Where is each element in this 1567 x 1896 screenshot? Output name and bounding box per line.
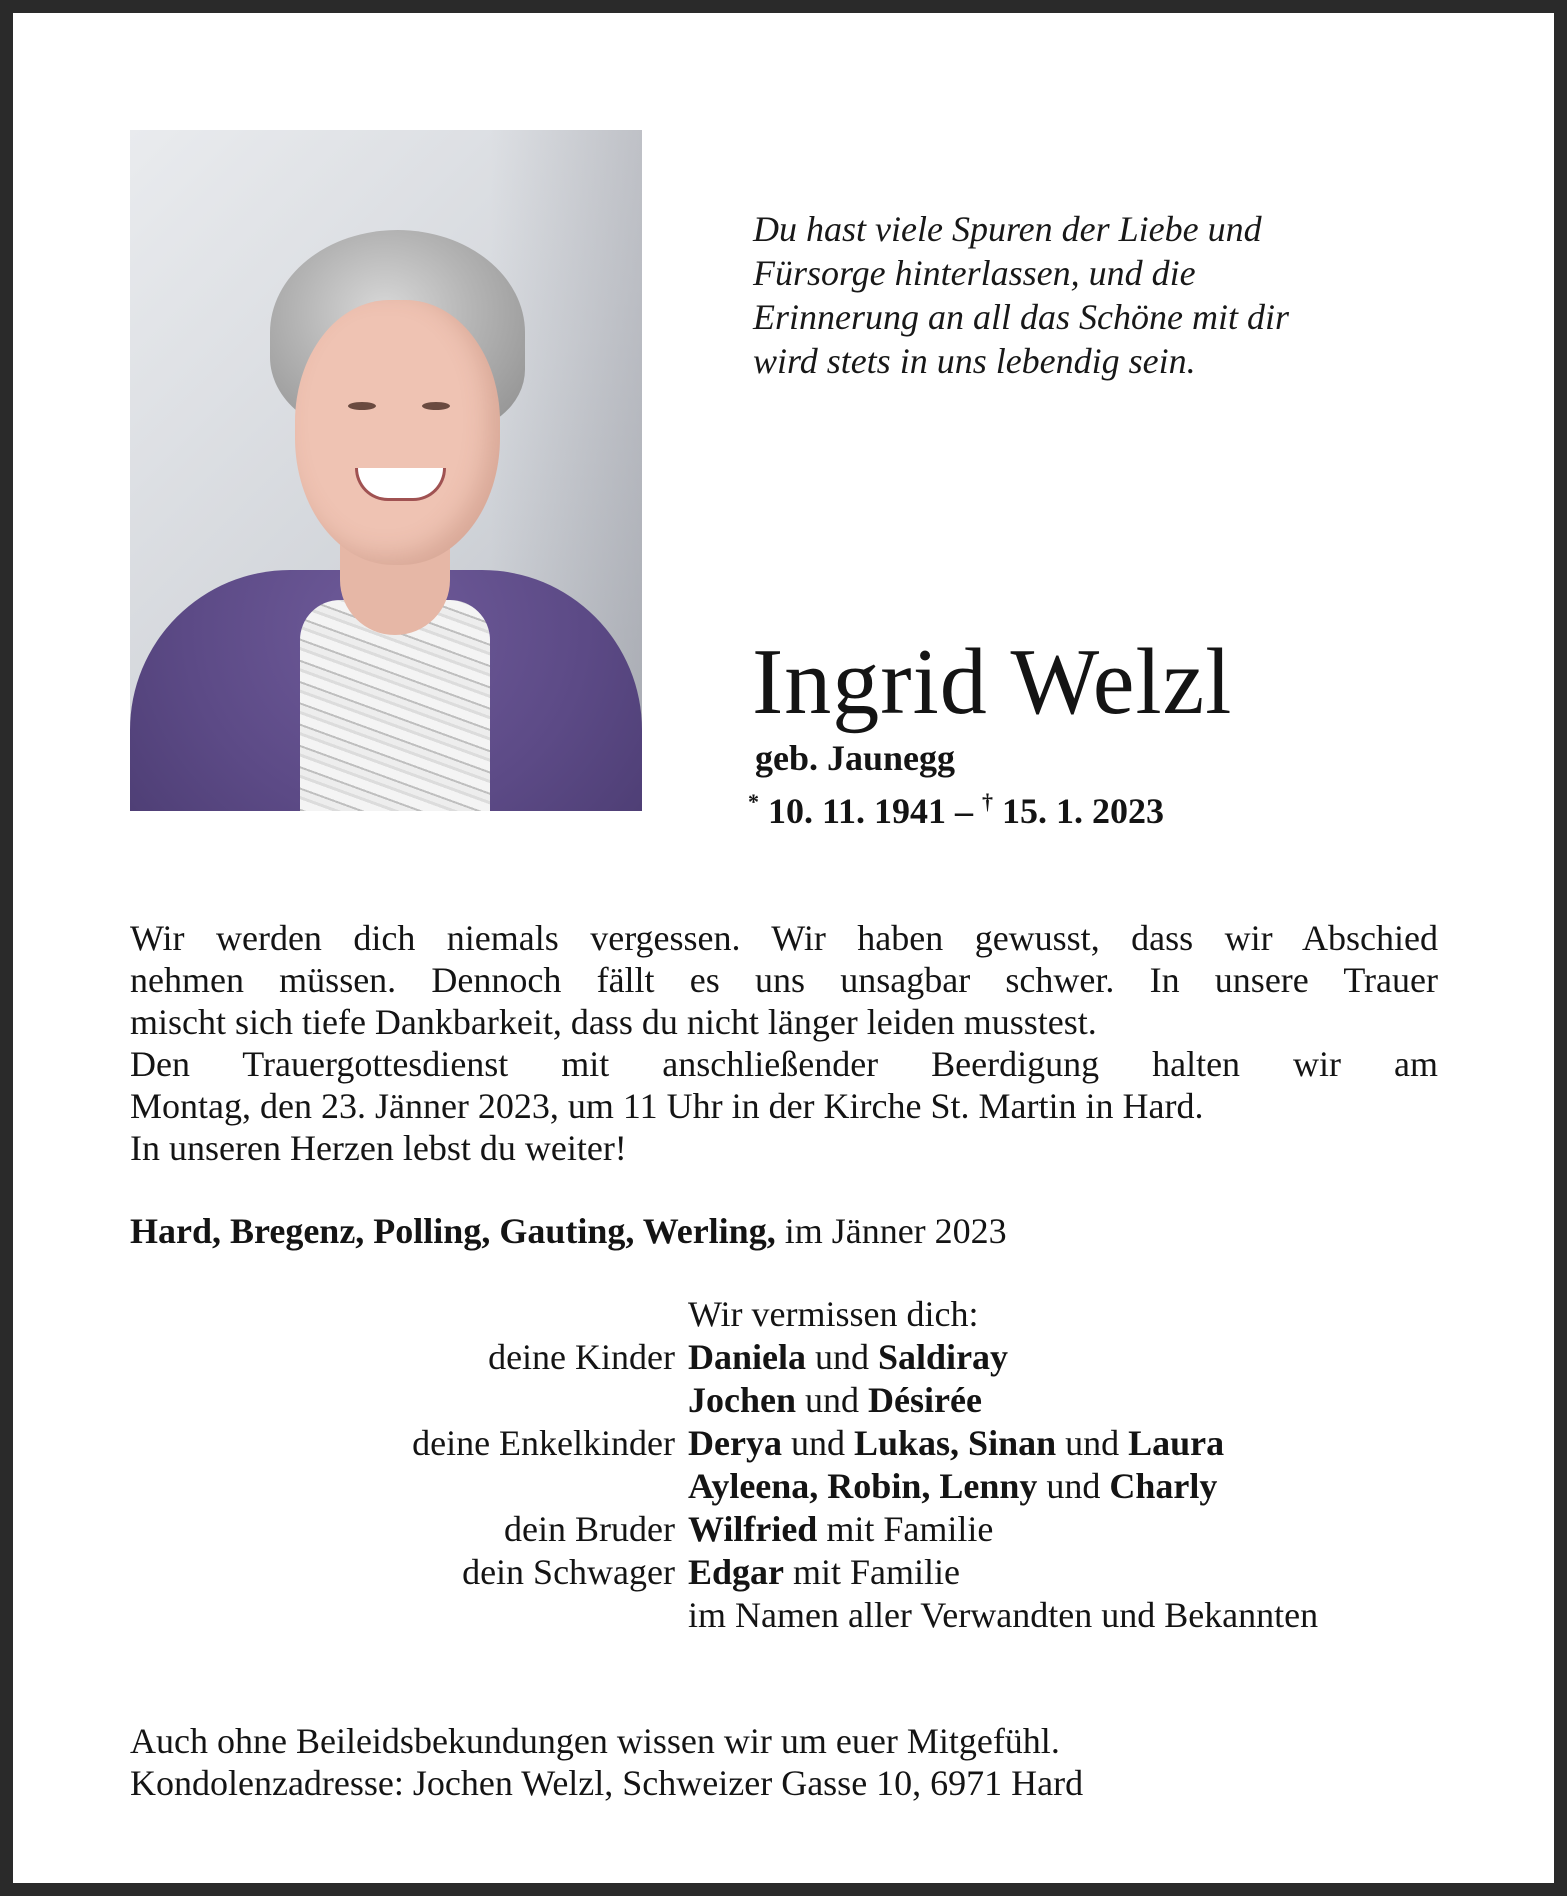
portrait-photo xyxy=(130,130,642,811)
conjunction: und xyxy=(1037,1466,1110,1506)
family-row xyxy=(0,1336,1567,1379)
person-name: Sinan xyxy=(968,1423,1057,1463)
message-line: Montag, den 23. Jänner 2023, um 11 Uhr in der Kirche St. Martin in Hard. xyxy=(130,1086,1204,1126)
person-name: Jochen xyxy=(688,1380,796,1420)
message-line: In unseren Herzen lebst du weiter! xyxy=(130,1128,627,1168)
death-date: 15. 1. 2023 xyxy=(1002,791,1165,831)
conjunction: und xyxy=(781,1423,854,1463)
photo-eye-left xyxy=(348,402,376,410)
birth-name: geb. Jaunegg xyxy=(755,738,956,778)
relation-label: dein Schwager xyxy=(462,1552,675,1592)
family-names xyxy=(688,1422,1224,1464)
month-year: im Jänner 2023 xyxy=(775,1211,1007,1251)
birth-symbol: * xyxy=(748,789,759,814)
relation-label: dein Bruder xyxy=(504,1509,675,1549)
family-names xyxy=(688,1379,982,1421)
person-name: Ayleena, Robin, Lenny xyxy=(688,1466,1038,1506)
memorial-quote xyxy=(753,207,1453,383)
person-name: Lukas xyxy=(853,1423,951,1463)
conjunction: und xyxy=(806,1337,879,1377)
family-list xyxy=(0,1293,1567,1637)
family-row xyxy=(0,1422,1567,1465)
message-line: mischt sich tiefe Dankbarkeit, dass du nicht länger leiden musstest. xyxy=(130,1002,1097,1042)
towns: Hard, Bregenz, Polling, Gauting, Werling, xyxy=(130,1211,776,1251)
conjunction: und xyxy=(1056,1423,1129,1463)
person-name: Wilfried xyxy=(688,1509,818,1549)
deceased-name: Ingrid Welzl xyxy=(752,630,1233,734)
person-name: Désirée xyxy=(868,1380,982,1420)
family-row xyxy=(0,1551,1567,1594)
family-row xyxy=(0,1379,1567,1422)
person-name: Charly xyxy=(1109,1466,1218,1506)
footer-text xyxy=(130,1720,1083,1804)
message-line: nehmen müssen. Dennoch fällt es uns unsagbar schwer. In unsere Trauer xyxy=(130,960,1438,1000)
quote-line: Du hast viele Spuren der Liebe und xyxy=(753,209,1262,249)
quote-line: wird stets in uns lebendig sein. xyxy=(753,341,1196,381)
death-symbol: † xyxy=(982,789,994,814)
person-name: Daniela xyxy=(688,1337,807,1377)
place-date-line xyxy=(130,1210,1007,1252)
photo-face xyxy=(295,300,500,565)
condolence-address: Kondolenzadresse: Jochen Welzl, Schweizer Gasse 10, 6971 Hard xyxy=(130,1763,1084,1803)
relation-label: deine Kinder xyxy=(488,1337,675,1377)
footer-line: Auch ohne Beileidsbekundungen wissen wir um euer Mitgefühl. xyxy=(130,1721,1060,1761)
with-family: mit Familie xyxy=(784,1552,961,1592)
family-names xyxy=(688,1551,960,1593)
person-name: Laura xyxy=(1128,1423,1225,1463)
person-name: Edgar xyxy=(688,1552,785,1592)
family-row xyxy=(0,1293,1567,1336)
date-separator: – xyxy=(946,791,983,831)
photo-eye-right xyxy=(422,402,450,410)
quote-line: Erinnerung an all das Schöne mit dir xyxy=(753,297,1289,337)
family-row xyxy=(0,1508,1567,1551)
relation-label: deine Enkelkinder xyxy=(412,1423,675,1463)
family-row xyxy=(0,1594,1567,1637)
life-dates xyxy=(748,780,1164,833)
relatives-line: im Namen aller Verwandten und Bekannten xyxy=(688,1595,1319,1635)
conjunction: und xyxy=(796,1380,868,1420)
comma: , xyxy=(950,1423,969,1463)
family-names xyxy=(688,1508,993,1550)
message-paragraph xyxy=(130,917,1438,1169)
family-names xyxy=(688,1465,1217,1507)
person-name: Saldiray xyxy=(878,1337,1009,1377)
person-name: Derya xyxy=(688,1423,782,1463)
quote-line: Fürsorge hinterlassen, und die xyxy=(753,253,1196,293)
family-names xyxy=(688,1336,1008,1378)
birth-date: 10. 11. 1941 xyxy=(768,791,947,831)
family-heading: Wir vermissen dich: xyxy=(688,1294,979,1334)
with-family: mit Familie xyxy=(817,1509,994,1549)
family-row xyxy=(0,1465,1567,1508)
message-line: Den Trauergottesdienst mit anschließender Beerdigung halten wir am xyxy=(130,1044,1438,1084)
message-line: Wir werden dich niemals vergessen. Wir haben gewusst, dass wir Abschied xyxy=(130,918,1438,958)
